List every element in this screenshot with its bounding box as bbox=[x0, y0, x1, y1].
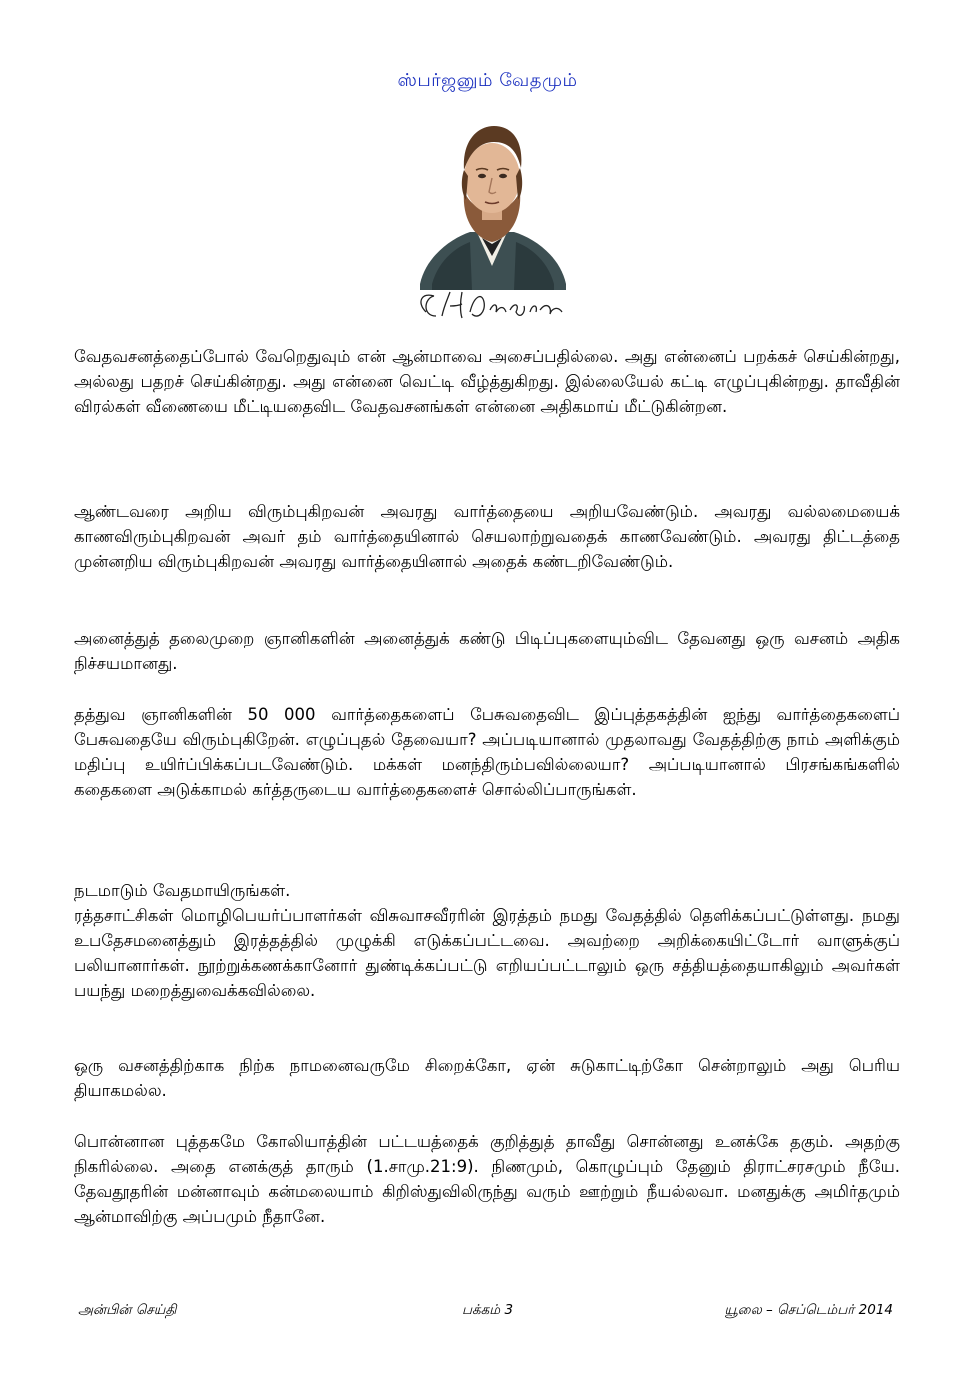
page-title: ஸ்பர்ஜனும் வேதமும் bbox=[397, 70, 578, 91]
footer-publication: அன்பின் செய்தி bbox=[78, 1302, 177, 1318]
paragraph-7: பொன்னான புத்தகமே கோலியாத்தின் பட்டயத்தைக் குறித்துத் தாவீது சொன்னது உனக்கே தகும். அதற்கு நிகரில்லை. அதை எனக்குத் தாரும் (1.சாமு.21:9). நிணமும், கொழுப்பும் தேனும் திராட்சரசமும் நீயே. தேவதூதரின் மன்னாவும் கன்மலையாம் கிறிஸ்துவிலிருந்து வரும் ஊற்றும் நீயல்லவா. மனதுக்கு அமிர்தமும் ஆன்மாவிற்கு அப்பமும் நீதானே. bbox=[74, 1132, 900, 1226]
paragraph-3: அனைத்துத் தலைமுறை ஞானிகளின் அனைத்துக் கண்டு பிடிப்புகளையும்விட தேவனது ஒரு வசனம் அதிக நிச்சயமானது. bbox=[74, 629, 900, 673]
paragraph-1: வேதவசனத்தைப்போல் வேறெதுவும் என் ஆன்மாவை அசைப்பதில்லை. அது என்னைப் பறக்கச் செய்கின்றது, அல்லது பதறச் செய்கின்றது. அது என்னை வெட்டி வீழ்த்துகிறது. இல்லையேல் கட்டி எழுப்புகின்றது. தாவீதின் விரல்கள் வீணையை மீட்டியதைவிட வேதவசனங்கள் என்னை அதிகமாய் மீட்டுகின்றன. bbox=[74, 347, 900, 416]
footer-page-number: பக்கம் 3 bbox=[461, 1302, 514, 1318]
paragraph-6: ஒரு வசனத்திற்காக நிற்க நாமனைவருமே சிறைக்கோ, ஏன் சுடுகாட்டிற்கோ சென்றாலும் அது பெரிய தியாகமல்ல. bbox=[74, 1056, 900, 1100]
paragraph-5-heading: நடமாடும் வேதமாயிருங்கள். bbox=[74, 881, 291, 900]
paragraph-5: ரத்தசாட்சிகள் மொழிபெயர்ப்பாளர்கள் விசுவாசவீரரின் இரத்தம் நமது வேதத்தில் தெளிக்கப்பட்டுள்ளது. நமது உபதேசமனைத்தும் இரத்தத்தில் முழுக்கி எடுக்கப்பட்டவை. அவற்றை அறிக்கையிட்டோர் வாளுக்குப் பலியானார்கள். நூற்றுக்கணக்கானோர் துண்டிக்கப்பட்டு எறியப்பட்டாலும் ஒரு சத்தியத்தையாகிலும் அவர்கள் பயந்து மறைத்துவைக்கவில்லை. bbox=[74, 906, 900, 1000]
spurgeon-portrait-icon bbox=[412, 106, 572, 328]
paragraph-4: தத்துவ ஞானிகளின் 50 000 வார்த்தைகளைப் பேசுவதைவிட இப்புத்தகத்தின் ஐந்து வார்த்தைகளைப் பேசுவதையே விரும்புகிறேன். எழுப்புதல் தேவையா? அப்படியானால் முதலாவது வேதத்திற்கு நாம் அளிக்கும் மதிப்பு உயிர்ப்பிக்கப்படவேண்டும். மக்கள் மனந்திரும்பவில்லையா? அப்படியானால் பிரசங்கங்களில் கதைகளை அடுக்காமல் கர்த்தருடைய வார்த்தைகளைச் சொல்லிப்பாருங்கள். bbox=[74, 705, 900, 799]
portrait-image bbox=[412, 106, 572, 328]
paragraph-2: ஆண்டவரை அறிய விரும்புகிறவன் அவரது வார்த்தையை அறியவேண்டும். அவரது வல்லமையைக் காணவிரும்புகிறவன் அவர் தம் வார்த்தையினால் செயலாற்றுவதைக் காணவேண்டும். அவரது திட்டத்தை முன்னறிய விரும்புகிறவன் அவரது வார்த்தையினால் அதைக் கண்டறிவேண்டும். bbox=[74, 502, 900, 571]
footer-date: யூலை – செப்டெம்பர் 2014 bbox=[724, 1302, 893, 1318]
